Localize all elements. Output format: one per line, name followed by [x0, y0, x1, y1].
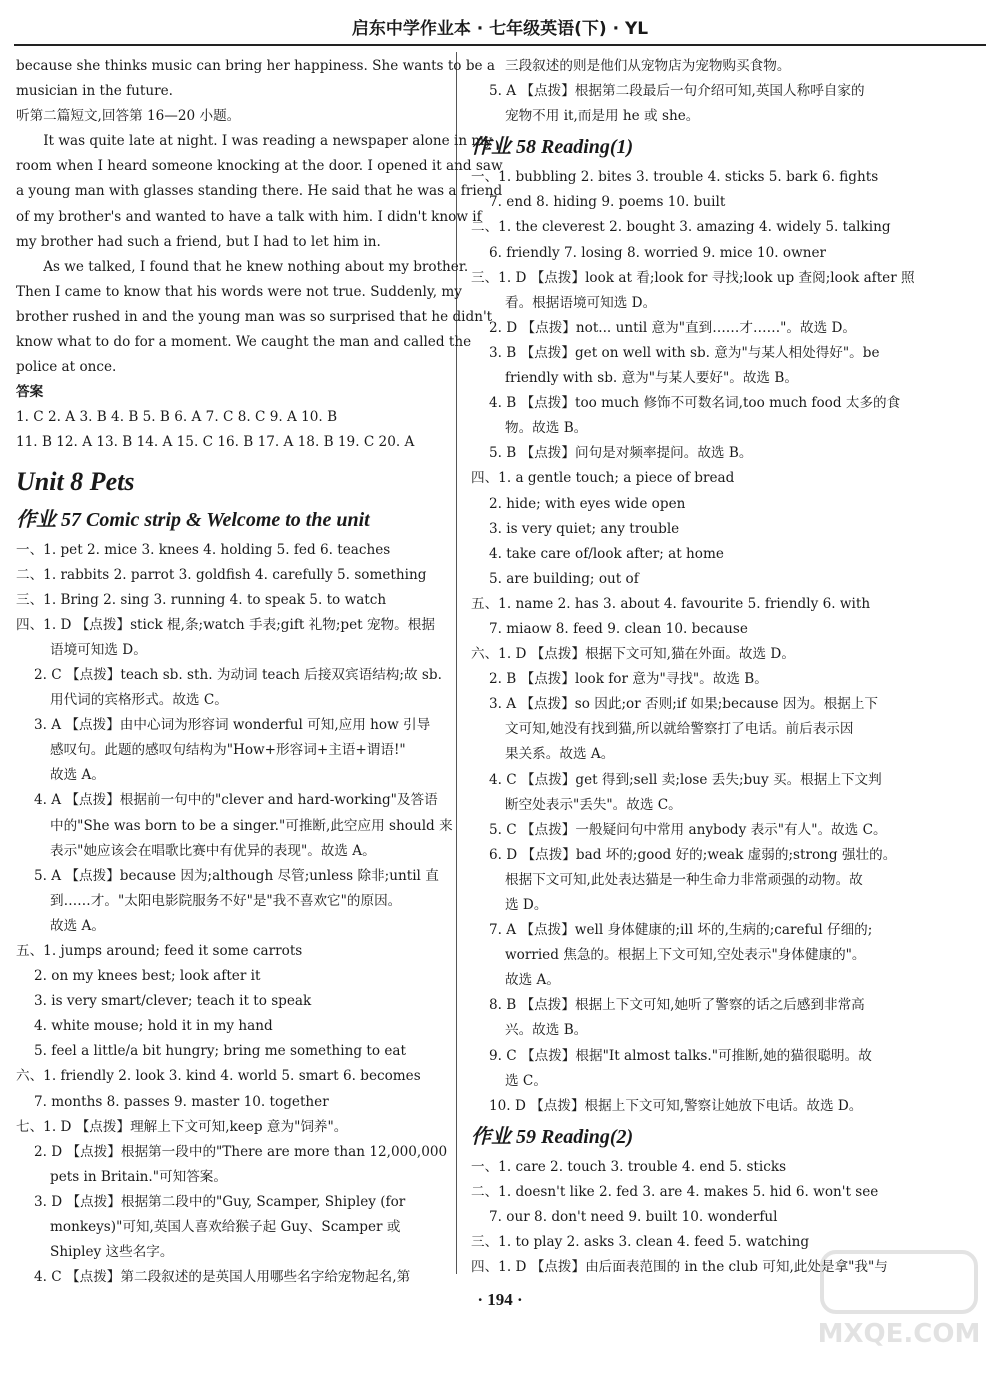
text-line: 表示"她应该会在唱歌比赛中有优异的表现"。故选 A。	[50, 842, 376, 859]
text-line: worried 焦急的。根据上下文可知,空处表示"身体健康的"。	[505, 947, 866, 964]
text-line: 4. B 【点拨】too much 修饰不可数名词,too much food 太多的食	[489, 395, 901, 412]
text-line: 2. on my knees best; look after it	[34, 968, 261, 985]
right-column	[471, 54, 915, 1280]
text-line: 3. B 【点拨】get on well with sb. 意为"与某人相处得好"。be	[489, 344, 880, 361]
text-line: 3. is very smart/clever; teach it to speak	[34, 993, 312, 1010]
text-line: 5. B 【点拨】问句是对频率提问。故选 B。	[489, 445, 753, 462]
text-line: 7. months 8. passes 9. master 10. together	[34, 1093, 329, 1110]
text-line: of my brother's and wanted to have a talk with him. I didn't know if	[16, 208, 482, 225]
left-column	[16, 54, 503, 1290]
text-line: As we talked, I found that he knew nothing about my brother.	[43, 258, 469, 275]
text-line: musician in the future.	[16, 83, 173, 100]
text-line: 三、1. Bring 2. sing 3. running 4. to speak 5. to watch	[16, 591, 387, 608]
text-line: friendly with sb. 意为"与某人要好"。故选 B。	[505, 370, 798, 387]
text-line: 一、1. bubbling 2. bites 3. trouble 4. sticks 5. bark 6. fights	[471, 169, 879, 186]
page-header: 启东中学作业本 · 七年级英语(下) · YL	[14, 14, 986, 46]
watermark-logo	[814, 1244, 984, 1354]
text-line: 四、1. a gentle touch; a piece of bread	[471, 470, 735, 487]
text-line: 2. D 【点拨】根据第一段中的"There are more than 12,000,000	[34, 1143, 448, 1160]
text-line: 文可知,她没有找到猫,所以就给警察打了电话。前后表示因	[505, 721, 854, 738]
text-line: 五、1. jumps around; feed it some carrots	[16, 943, 303, 959]
text-line: 故选 A。	[50, 917, 105, 934]
text-line: 三、1. D 【点拨】look at 看;look for 寻找;look up 查阅;look after 照	[471, 269, 915, 286]
text-line: 六、1. friendly 2. look 3. kind 4. world 5. smart 6. becomes	[16, 1068, 421, 1085]
text-line: 4. take care of/look after; at home	[489, 545, 724, 562]
text-line: because she thinks music can bring her happiness. She wants to be a	[16, 58, 495, 74]
text-line: It was quite late at night. I was reading a newspaper alone in my	[43, 133, 493, 150]
text-line: 故选 A。	[505, 972, 560, 989]
text-line: 6. friendly 7. losing 8. worried 9. mice 10. owner	[489, 244, 827, 261]
text-line: 2. B 【点拨】look for 意为"寻找"。故选 B。	[489, 671, 768, 688]
text-line: Shipley 这些名字。	[50, 1244, 174, 1261]
text-line: 10. D 【点拨】根据上下文可知,警察让她放下电话。故选 D。	[489, 1097, 863, 1114]
section-heading: 作业 58 Reading(1)	[471, 136, 634, 159]
text-line: 9. C 【点拨】根据"It almost talks."可推断,她的猫很聪明。故	[489, 1047, 872, 1064]
text-line: 断空处表示"丢失"。故选 C。	[505, 796, 682, 813]
text-line: 7. end 8. hiding 9. poems 10. built	[489, 194, 726, 211]
text-line: 看。根据语境可知选 D。	[505, 294, 657, 311]
text-line: 用代词的宾格形式。故选 C。	[50, 692, 228, 709]
text-line: 8. B 【点拨】根据上下文可知,她听了警察的话之后感到非常高	[489, 997, 865, 1014]
text-line: 选 C。	[505, 1072, 547, 1089]
text-line: room when I heard someone knocking at the door. I opened it and saw	[16, 158, 503, 175]
text-line: 3. is very quiet; any trouble	[489, 520, 680, 537]
text-line: know what to do for a moment. We caught the man and called the	[16, 334, 472, 351]
text-line: 故选 A。	[50, 767, 105, 784]
text-line: 三段叙述的则是他们从宠物店为宠物购买食物。	[505, 58, 791, 74]
page-number: · 194 ·	[477, 1290, 523, 1309]
text-line: 5. are building; out of	[489, 570, 639, 587]
text-line: 4. A 【点拨】根据前一句中的"clever and hard-working"及答语	[34, 792, 438, 809]
text-line: a young man with glasses standing there. He said that he was a friend	[16, 183, 503, 200]
text-line: 4. C 【点拨】get 得到;sell 卖;lose 丢失;buy 买。根据上下文判	[489, 771, 882, 788]
text-line: 5. C 【点拨】一般疑问句中常用 anybody 表示"有人"。故选 C。	[489, 821, 887, 838]
text-line: 2. D 【点拨】not... until 意为"直到……才……"。故选 D。	[489, 319, 857, 336]
text-line: 七、1. D 【点拨】理解上下文可知,keep 意为"饲养"。	[16, 1118, 348, 1135]
text-line: police at once.	[16, 359, 117, 376]
text-line: 5. A 【点拨】because 因为;although 尽管;unless 除非;until 直	[34, 867, 439, 884]
text-line: 5. A 【点拨】根据第二段最后一句介绍可知,英国人称呼自家的	[489, 83, 865, 100]
section-heading: 作业 59 Reading(2)	[471, 1125, 634, 1148]
text-line: 选 D。	[505, 897, 548, 913]
text-line: 根据下文可知,此处表达猫是一种生命力非常顽强的动物。故	[505, 871, 863, 888]
text-line: 兴。故选 B。	[505, 1022, 588, 1039]
text-line: 三、1. to play 2. asks 3. clean 4. feed 5. watching	[471, 1234, 810, 1251]
text-line: 四、1. D 【点拨】stick 棍,条;watch 手表;gift 礼物;pet 宠物。根据	[16, 616, 435, 633]
text-line: 7. miaow 8. feed 9. clean 10. because	[489, 620, 748, 637]
text-line: 5. feel a little/a bit hungry; bring me something to eat	[34, 1043, 407, 1060]
text-line: 6. D 【点拨】bad 坏的;good 好的;weak 虚弱的;strong 强壮的。	[489, 846, 897, 863]
text-line: 3. A 【点拨】so 因此;or 否则;if 如果;because 因为。根据上下	[489, 696, 879, 713]
text-line: pets in Britain."可知答案。	[50, 1168, 227, 1185]
text-line: 3. A 【点拨】由中心词为形容词 wonderful 可知,应用 how 引导	[34, 717, 431, 734]
text-line: 答案	[16, 384, 44, 401]
text-line: 7. A 【点拨】well 身体健康的;ill 坏的,生病的;careful 仔细的;	[489, 922, 873, 939]
text-line: 11. B 12. A 13. B 14. A 15. C 16. B 17. A 18. B 19. C 20. A	[16, 434, 415, 451]
text-line: Then I came to know that his words were not true. Suddenly, my	[16, 283, 462, 300]
text-line: 3. D 【点拨】根据第二段中的"Guy, Scamper, Shipley (for	[34, 1193, 406, 1210]
text-line: 1. C 2. A 3. B 4. B 5. B 6. A 7. C 8. C 9. A 10. B	[16, 409, 338, 426]
text-line: 一、1. pet 2. mice 3. knees 4. holding 5. fed 6. teaches	[16, 541, 391, 558]
text-line: 物。故选 B。	[505, 420, 588, 437]
text-line: 到……才。"太阳电影院服务不好"是"我不喜欢它"的原因。	[50, 892, 402, 909]
text-line: 7. our 8. don't need 9. built 10. wonderful	[489, 1209, 778, 1226]
text-line: 4. C 【点拨】第二段叙述的是英国人用哪些名字给宠物起名,第	[34, 1269, 411, 1286]
unit-title: Unit 8 Pets	[16, 466, 135, 496]
text-line: 二、1. the cleverest 2. bought 3. amazing 4. widely 5. talking	[471, 219, 891, 236]
text-line: my brother had such a friend, but I had to let him in.	[16, 233, 381, 250]
section-heading: 作业 57 Comic strip & Welcome to the unit	[16, 508, 370, 531]
text-line: 4. white mouse; hold it in my hand	[34, 1018, 273, 1035]
text-line: 五、1. name 2. has 3. about 4. favourite 5. friendly 6. with	[471, 595, 871, 612]
text-line: 二、1. doesn't like 2. fed 3. are 4. makes 5. hid 6. won't see	[471, 1183, 879, 1200]
text-line: 四、1. D 【点拨】由后面表范围的 in the club 可知,此处是拿"我"与	[471, 1259, 888, 1276]
text-line: 二、1. rabbits 2. parrot 3. goldfish 4. carefully 5. something	[16, 566, 427, 583]
text-line: 中的"She was born to be a singer."可推断,此空应用 should 来	[50, 817, 453, 834]
text-line: 听第二篇短文,回答第 16—20 小题。	[16, 108, 241, 125]
text-line: 一、1. care 2. touch 3. trouble 4. end 5. sticks	[471, 1158, 787, 1175]
text-line: 语境可知选 D。	[50, 641, 147, 658]
text-line: 果关系。故选 A。	[505, 746, 615, 763]
text-line: 感叹句。此题的感叹句结构为"How+形容词+主语+谓语!"	[50, 742, 406, 759]
text-line: monkeys)"可知,英国人喜欢给猴子起 Guy、Scamper 或	[50, 1219, 401, 1236]
watermark-text: MXQE.COM	[817, 1319, 981, 1349]
text-line: brother rushed in and the young man was so surprised that he didn't	[16, 308, 493, 325]
text-line: 宠物不用 it,而是用 he 或 she。	[505, 108, 700, 125]
column-divider	[456, 52, 457, 1274]
text-line: 2. hide; with eyes wide open	[489, 495, 686, 512]
text-line: 六、1. D 【点拨】根据下文可知,猫在外面。故选 D。	[471, 646, 795, 663]
text-line: 2. C 【点拨】teach sb. sth. 为动词 teach 后接双宾语结构;故 sb.	[34, 666, 442, 683]
